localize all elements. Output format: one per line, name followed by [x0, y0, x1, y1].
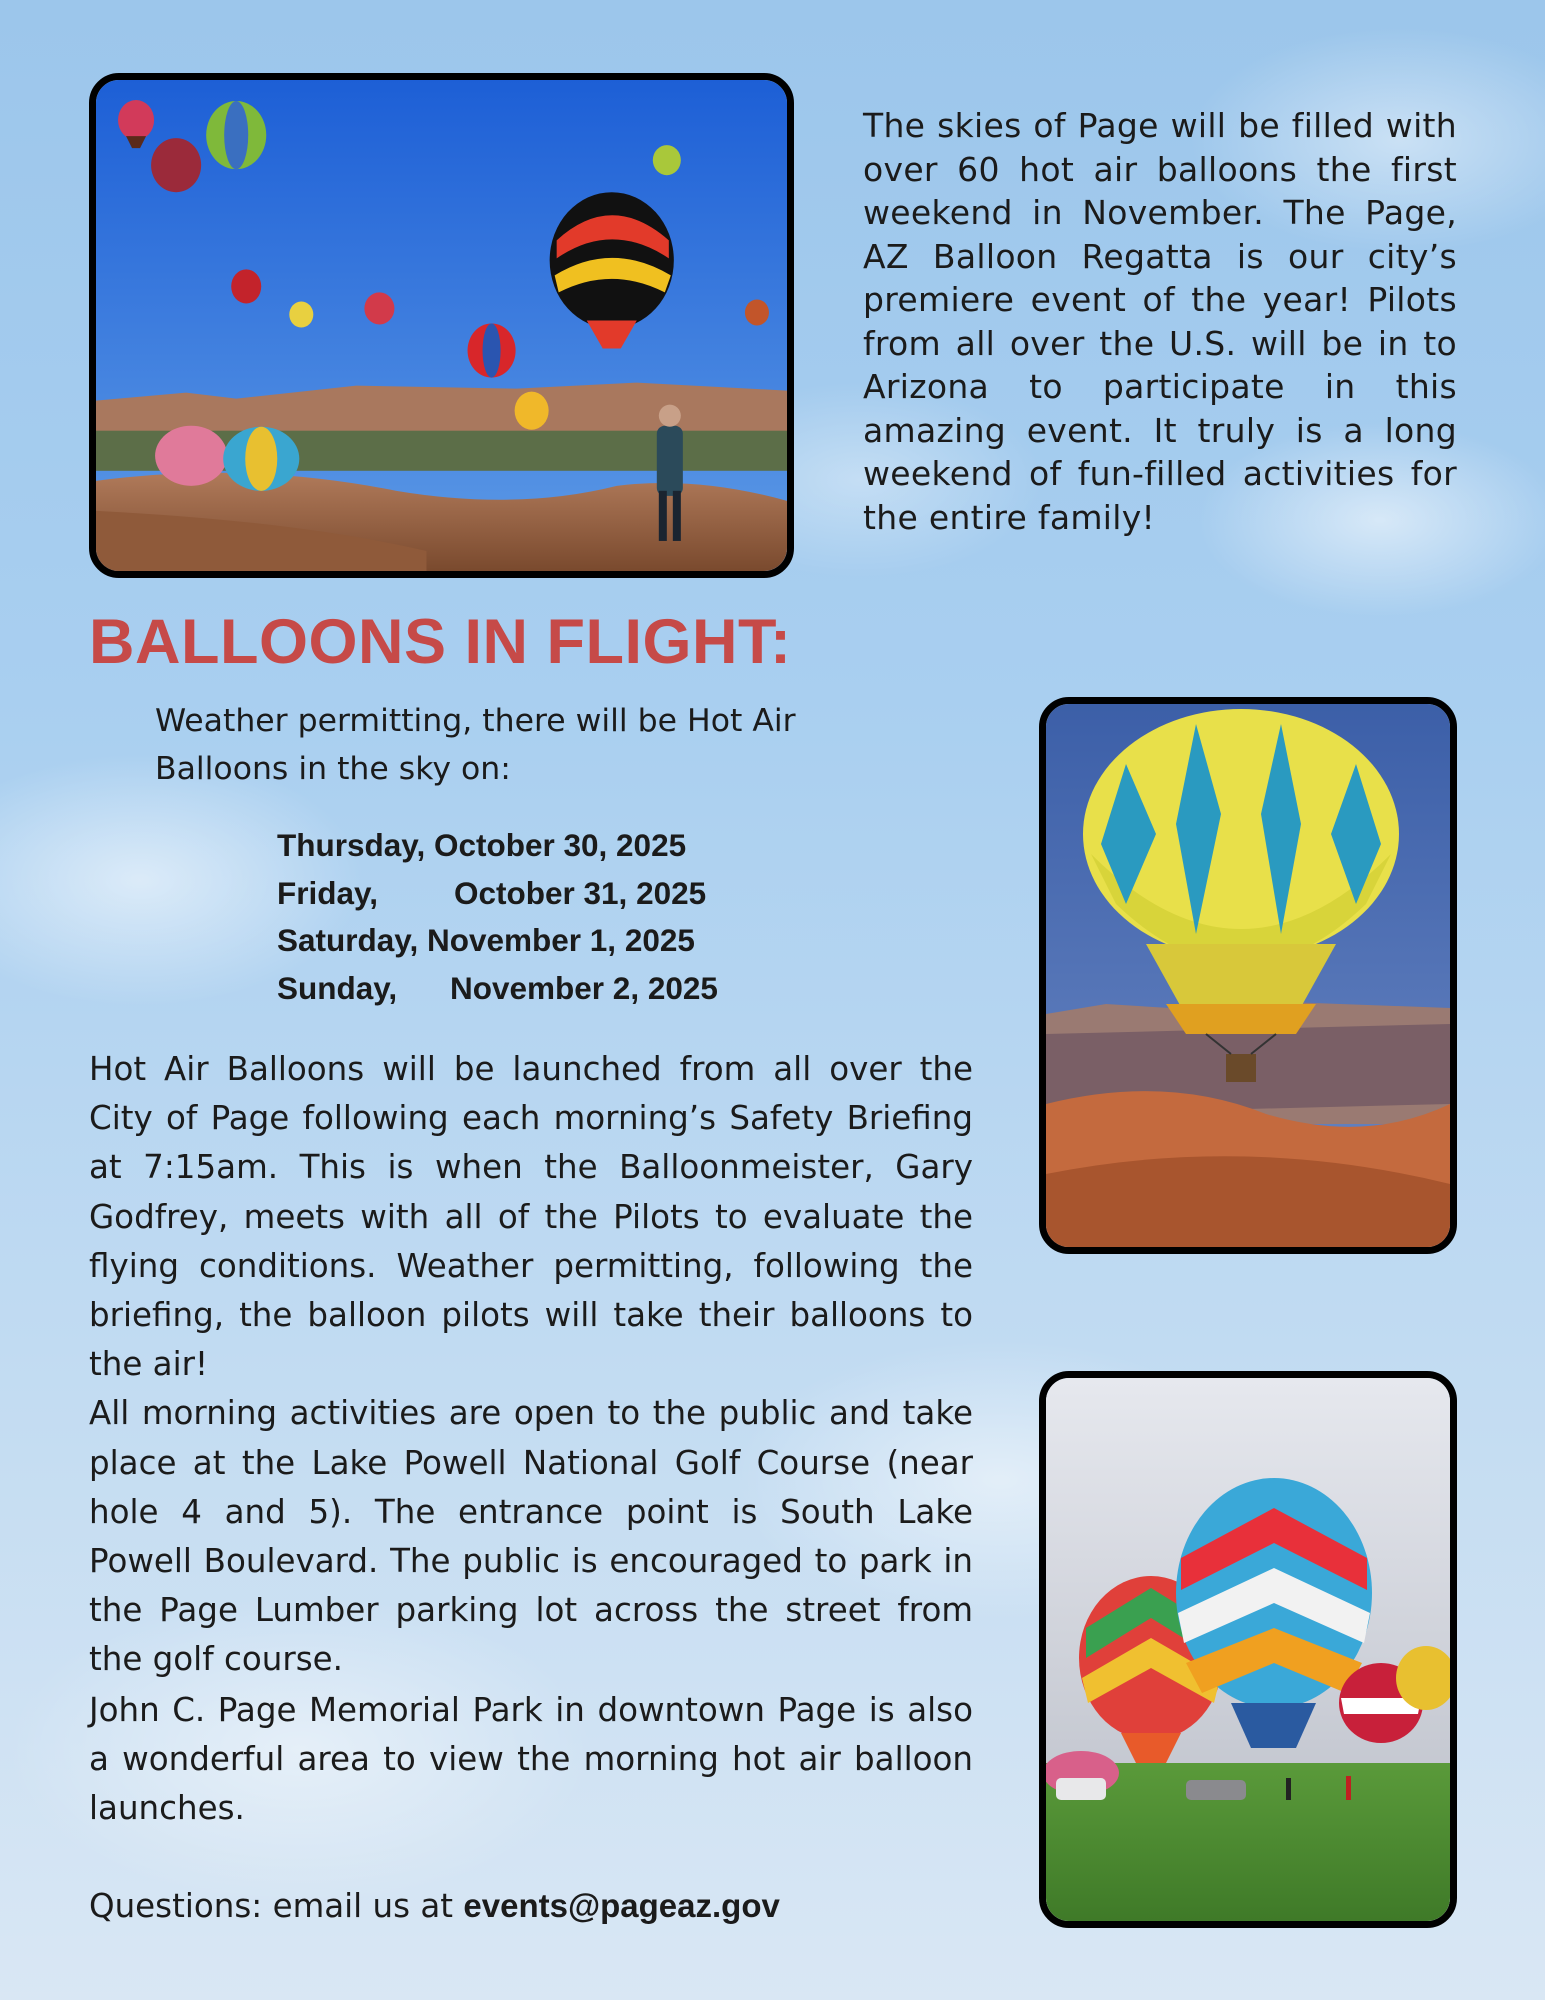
weather-note: Weather permitting, there will be Hot Air Balloons in the sky on:: [155, 703, 796, 787]
photo-yellow-balloon-canyon: [1039, 697, 1457, 1254]
contact-line: [89, 1882, 780, 1930]
date-value: October 30, 2025: [433, 827, 687, 863]
section-heading: BALLOONS IN FLIGHT:: [89, 607, 792, 677]
date-row-sunday: [277, 965, 718, 1013]
flight-dates-list: [277, 822, 718, 1012]
date-day: Saturday,: [277, 922, 419, 958]
date-day: Sunday,: [277, 969, 398, 1006]
intro-paragraph: The skies of Page will be filled with over 60 hot air balloons the first weekend in November. The Page, AZ Balloon Regatta is our city’s premiere event of the year! Pilots from all over the U.S. will be in to Arizona to participate in this amazing event. It truly is a long weekend of fun-filled activities for the entire family!: [863, 106, 1457, 537]
date-value: November 1, 2025: [426, 922, 695, 958]
launch-paragraph: Hot Air Balloons will be launched from all over the City of Page following each morning’s Safety Briefing at 7:15am. This is when the Balloonmeister, Gary Godfrey, meets with all of the Pilots to evaluate the flying conditions. Weather permitting, following the briefing, the balloon pilots will take their balloons to the air!: [89, 1050, 973, 1384]
park-paragraph: John C. Page Memorial Park in downtown Page is also a wonderful area to view the morning hot air balloon launches.: [89, 1691, 973, 1827]
photo-yellow-balloon-graphic: [1046, 704, 1450, 1247]
public-access-paragraph: All morning activities are open to the public and take place at the Lake Powell National Golf Course (near hole 4 and 5). The entrance point is South Lake Powell Boulevard. The public is encouraged to park in the Page Lumber parking lot across the street from the golf course.: [89, 1394, 973, 1679]
date-row-saturday: [277, 917, 718, 965]
date-row-friday: [277, 870, 718, 918]
photo-colorful-balloons-field: [1039, 1371, 1457, 1928]
photo-colorful-balloons-graphic: [1046, 1378, 1450, 1921]
date-day: Thursday,: [277, 827, 426, 863]
photo-balloons-over-mesa-graphic: [96, 80, 787, 571]
contact-prefix: Questions: email us at: [89, 1887, 464, 1925]
date-day: Friday,: [277, 874, 378, 911]
launch-info: [89, 1045, 973, 1685]
photo-balloons-over-mesa: [89, 73, 794, 578]
date-value: November 2, 2025: [450, 969, 718, 1006]
date-row-thursday: [277, 822, 718, 870]
date-value: October 31, 2025: [454, 874, 707, 911]
contact-email-link[interactable]: events@pageaz.gov: [463, 1887, 780, 1924]
